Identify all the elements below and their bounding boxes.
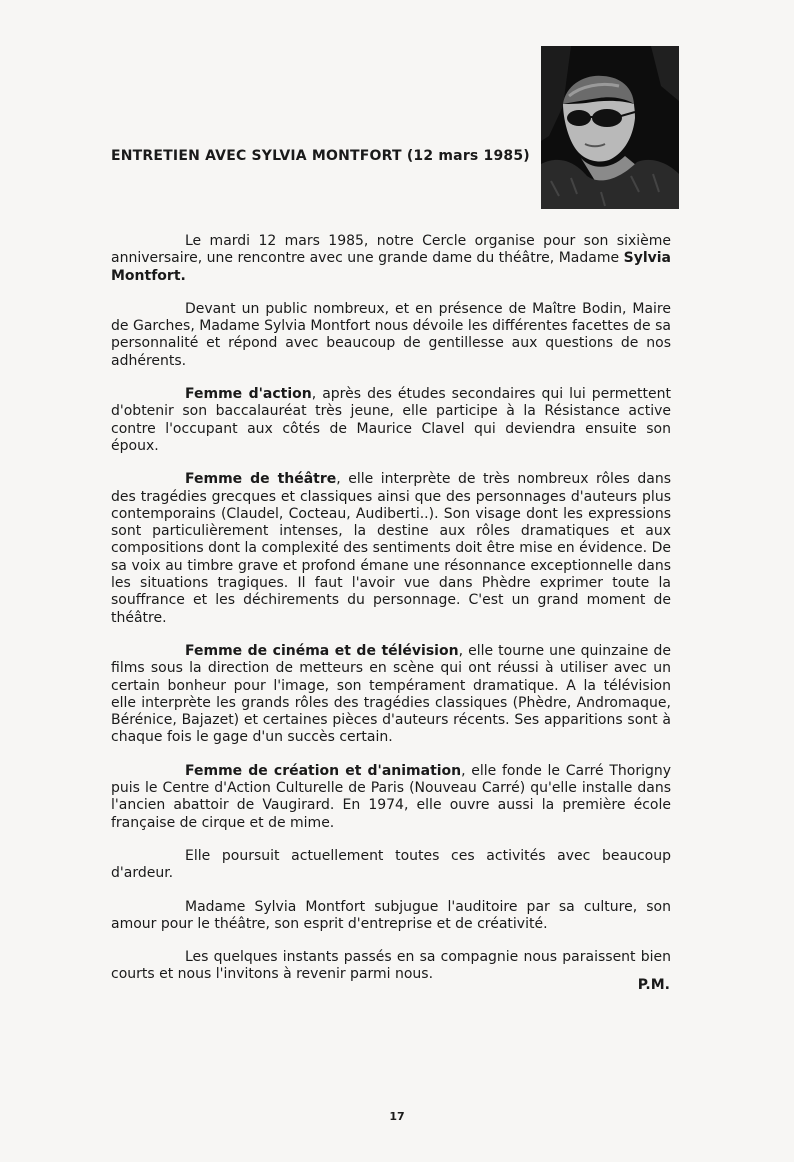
paragraph-cinema: Femme de cinéma et de télévision, elle tourne une quinzaine de films sous la direction de metteurs en scène qui ont réussi à utiliser avec un certain bonheur pour l'image, son tempérament dramatique. A la télévision elle interprète les grands rôles des tragédies classiques (Phèdre, Andromaque, Bérénice, Bajazet) et certaines pièces d'auteurs récents. Ses apparitions sont à chaque fois le gage d'un succès certain. [111, 642, 671, 746]
paragraph-creation: Femme de création et d'animation, elle fonde le Carré Thorigny puis le Centre d'Action Culturelle de Paris (Nouveau Carré) qu'elle installe dans l'ancien abattoir de Vaugirard. En 1974, elle ouvre aussi la première école française de cirque et de mime. [111, 762, 672, 831]
paragraph-intro: Le mardi 12 mars 1985, notre Cercle organise pour son sixième anniversaire, une rencontre avec une grande dame du théâtre, Madame Sylvia Montfort. [111, 233, 671, 284]
page-number: 17 [389, 1110, 405, 1123]
paragraph-theatre: Femme de théâtre, elle interprète de très nombreux rôles dans des tragédies grecques et classiques ainsi que des personnages d'auteurs plus contemporains (Claudel, Cocteau, Audiberti..). Son visage dont les expressions sont particulièrement intenses, la destine aux rôles dramatiques et aux compositions dont la complexité des sentiments doit être mise en évidence. De sa voix au timbre grave et profond émane une résonnance exceptionnelle dans les situations tragiques. Il faut l'avoir vue dans Phèdre exprimer toute la souffrance et les déchirements du personnage. C'est un grand moment de théâtre. [111, 471, 672, 626]
portrait-photo [541, 46, 679, 209]
paragraph-action: Femme d'action, après des études secondaires qui lui permettent d'obtenir son baccalauréat très jeune, elle participe à la Résistance active contre l'occupant aux côtés de Maurice Clavel qui deviendra ensuite son époux. [111, 386, 671, 454]
paragraph-closing: Les quelques instants passés en sa compagnie nous paraissent bien courts et nous l'invitons à revenir parmi nous. [111, 949, 671, 983]
article-title: ENTRETIEN AVEC SYLVIA MONTFORT (12 mars 1985) [111, 148, 530, 164]
paragraph-audience: Devant un public nombreux, et en présence de Maître Bodin, Maire de Garches, Madame Sylvia Montfort nous dévoile les différentes facettes de sa personnalité et répond avec beaucoup de gentillesse aux questions de nos adhérents. [111, 300, 671, 369]
paragraph-ardeur: Elle poursuit actuellement toutes ces activités avec beaucoup d'ardeur. [111, 847, 671, 882]
article-body [111, 233, 671, 1000]
paragraph-culture: Madame Sylvia Montfort subjugue l'auditoire par sa culture, son amour pour le théâtre, son esprit d'entreprise et de créativité. [111, 898, 671, 932]
author-signature: P.M. [637, 977, 670, 993]
